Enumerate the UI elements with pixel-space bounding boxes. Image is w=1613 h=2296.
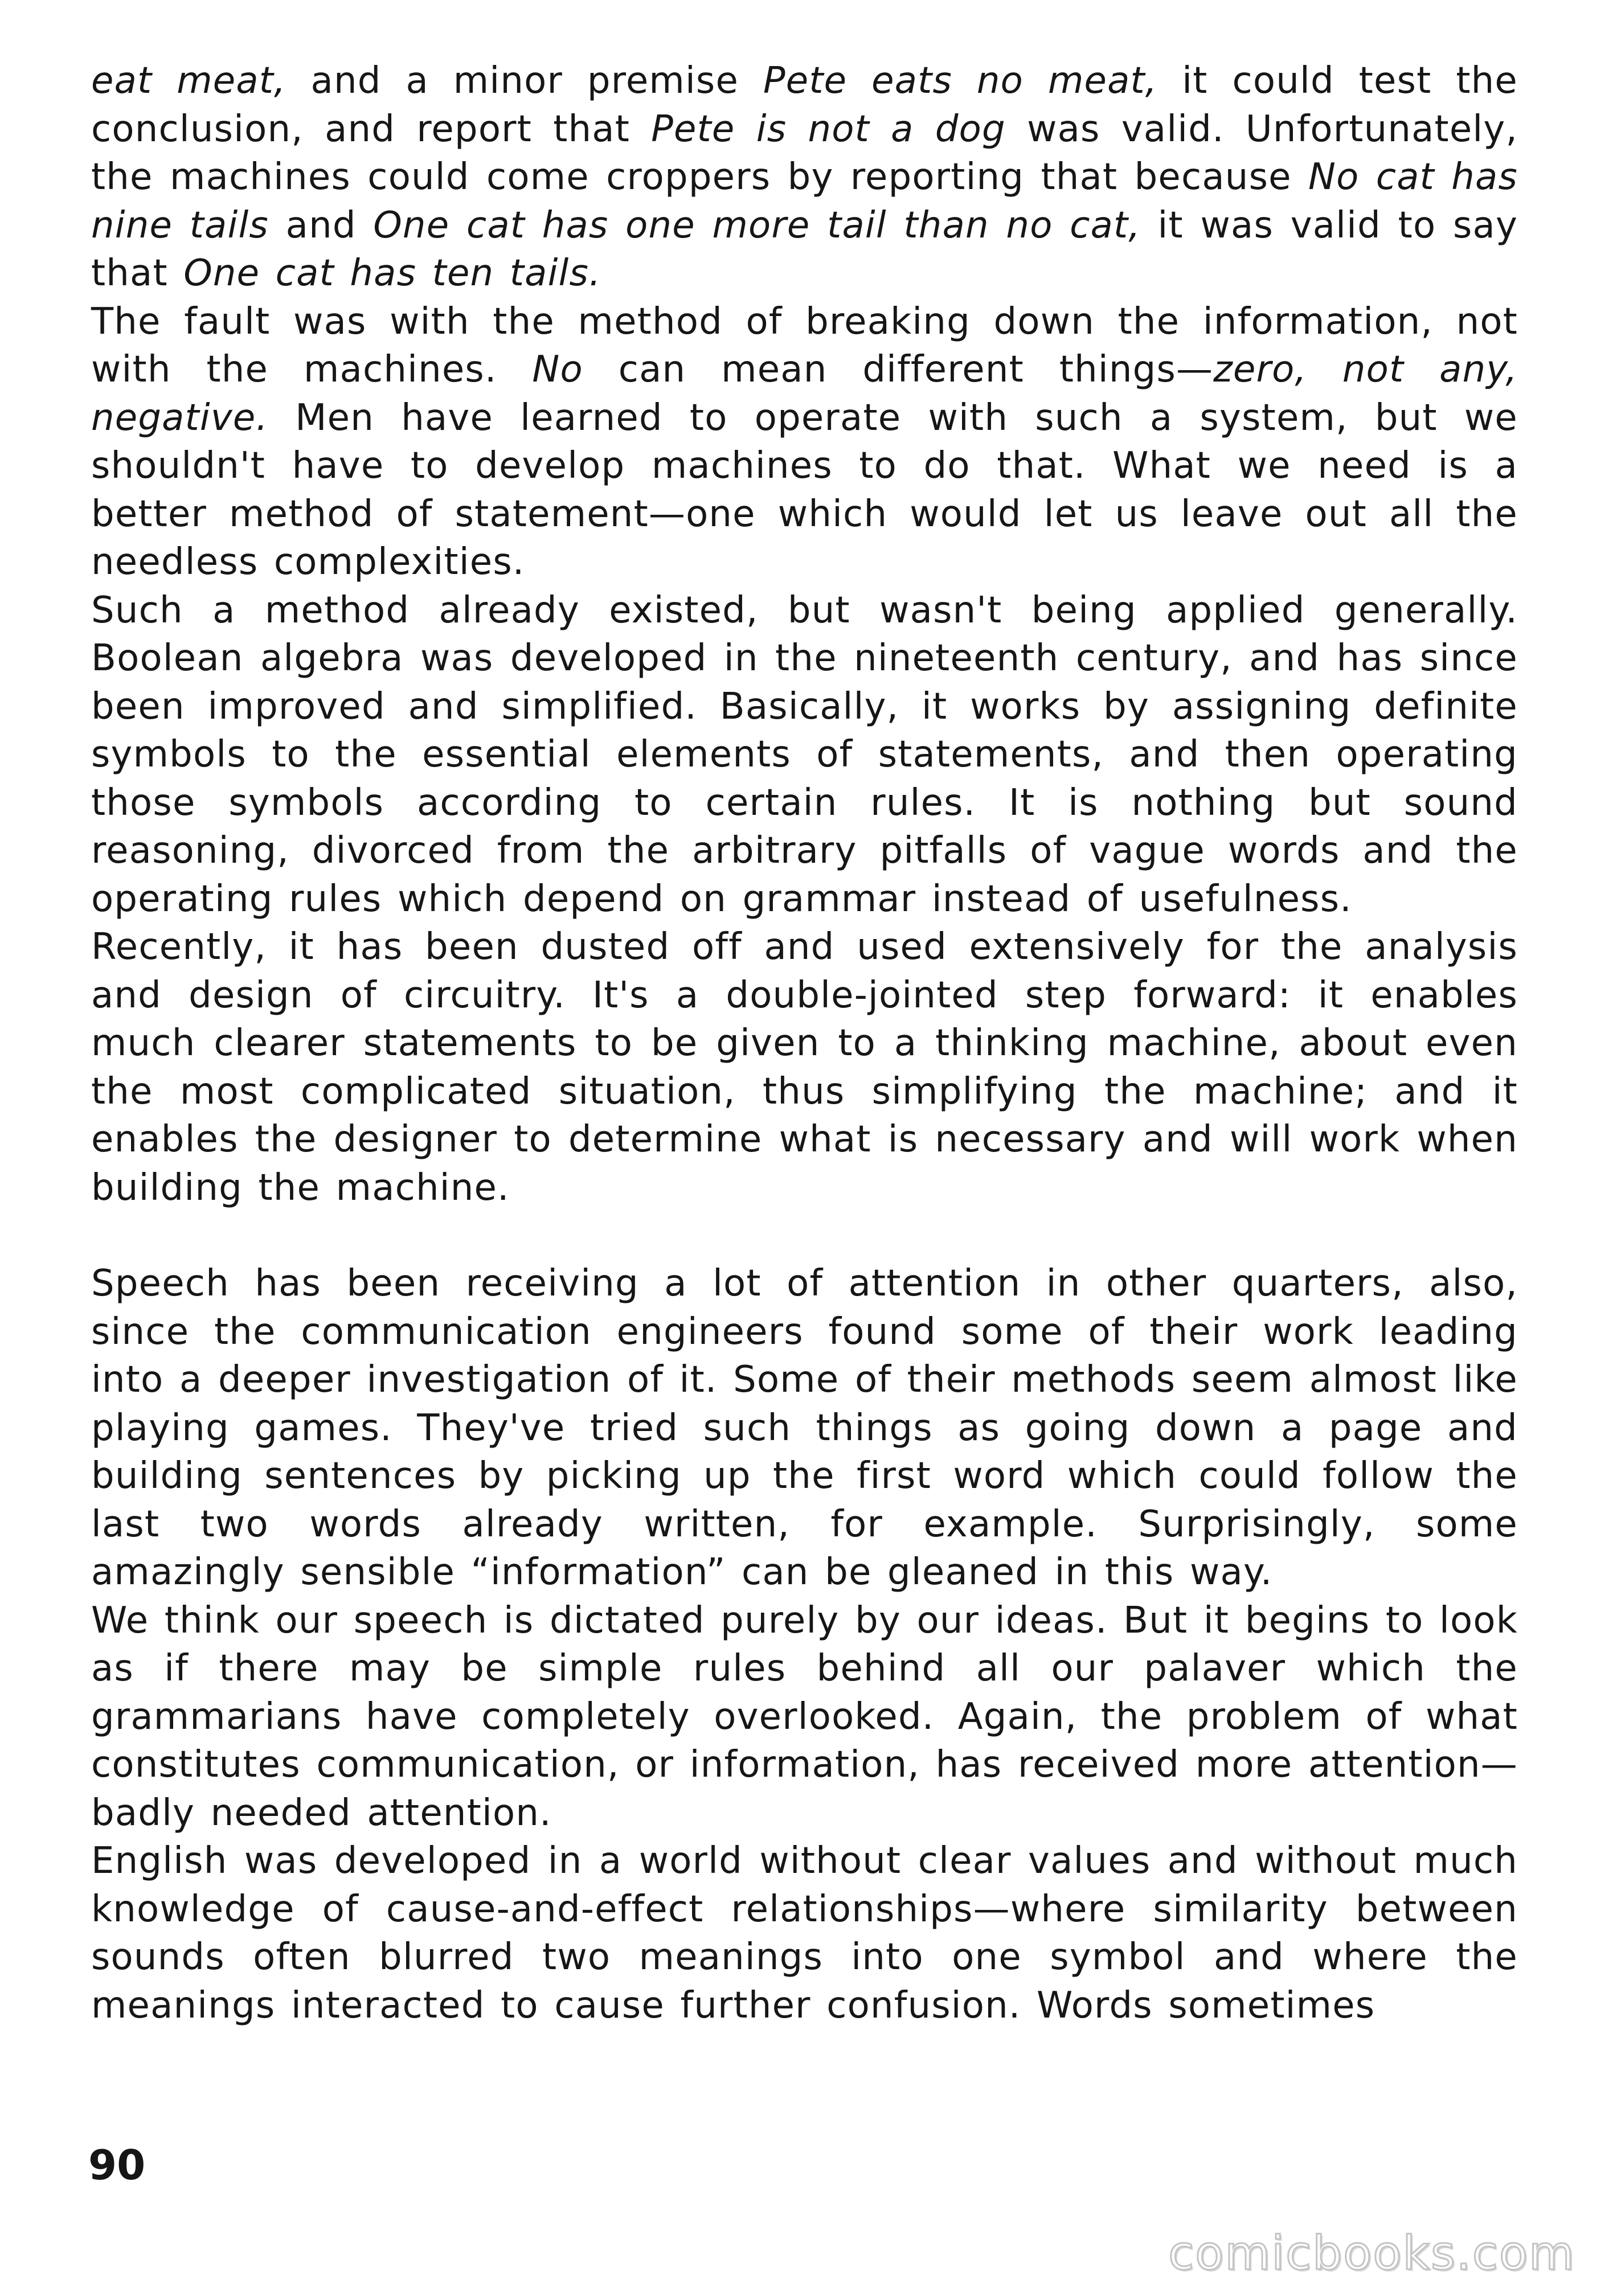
watermark: comicbooks.com <box>1168 2227 1575 2281</box>
text-run: it was valid to say that <box>91 204 1518 294</box>
text-run: Speech has been receiving a lot of attention in other quarters, also, since the communication engineers found some of their work leading into a deeper investigation of it. Some of their methods seem almost like playing games. They've tried such things as going down a page and building sentences by picking up the first word which could follow the last two words already written, for example. Surprisingly, some amazingly sensible “information” can be gleaned in this way. <box>91 1262 1518 1593</box>
italic-text-run: No cat has nine tails <box>91 156 1518 247</box>
paragraph <box>91 1260 1518 1597</box>
paragraph <box>91 923 1518 1212</box>
text-run: it could test the conclusion, and report that <box>91 60 1518 150</box>
italic-text-run: One cat has ten tails. <box>183 252 601 294</box>
text-run: We think our speech is dictated purely by our ideas. But it begins to look as if there may be simple rules behind all our palaver which the grammarians have completely overlooked. Again, the problem of what constitutes communication, or information, has received more attention—badly needed attention. <box>91 1599 1518 1834</box>
text-run: and <box>268 204 374 247</box>
text-run: Men have learned to operate with such a system, but we shouldn't have to develop machines to do that. What we need is a better method of statement—one which would let us leave out all the needless complexities. <box>91 396 1518 583</box>
paragraph <box>91 298 1518 587</box>
paragraph <box>91 1597 1518 1838</box>
text-run: was valid. Unfortunately, the machines could come croppers by reporting that because <box>91 108 1518 198</box>
italic-text-run: One cat has one more tail than no cat, <box>373 204 1141 247</box>
text-run: can mean different things— <box>583 348 1214 391</box>
paragraph <box>91 57 1518 298</box>
text-run: The fault was with the method of breaking down the information, not with the machines. <box>91 300 1518 391</box>
text-run: and a minor premise <box>286 60 763 102</box>
italic-text-run: zero, not any, negative. <box>91 348 1518 439</box>
italic-text-run: eat meat, <box>91 60 286 102</box>
paragraph <box>91 587 1518 924</box>
paragraph <box>91 1837 1518 2030</box>
body-text <box>91 57 1518 2030</box>
text-run: Such a method already existed, but wasn't being applied generally. Boolean algebra was developed in the nineteenth century, and has since been improved and simplified. Basically, it works by assigning definite symbols to the essential elements of statements, and then operating those symbols according to certain rules. It is nothing but sound reasoning, divorced from the arbitrary pitfalls of vague words and the operating rules which depend on grammar instead of usefulness. <box>91 589 1518 920</box>
text-run: Recently, it has been dusted off and used extensively for the analysis and design of circuitry. It's a double-jointed step forward: it enables much clearer statements to be given to a thinking machine, about even the most complicated situation, thus simplifying the machine; and it enables the designer to determine what is necessary and will work when building the machine. <box>91 926 1518 1209</box>
italic-text-run: Pete eats no meat, <box>763 60 1158 102</box>
page-number: 90 <box>88 2141 146 2189</box>
text-run: English was developed in a world without clear values and without much knowledge of cause-and-effect relationships—where similarity between sounds often blurred two meanings into one symbol and where the meanings interacted to cause further confusion. Words sometimes <box>91 1840 1518 2027</box>
italic-text-run: No <box>532 348 583 391</box>
italic-text-run: Pete is not a dog <box>651 108 1006 150</box>
